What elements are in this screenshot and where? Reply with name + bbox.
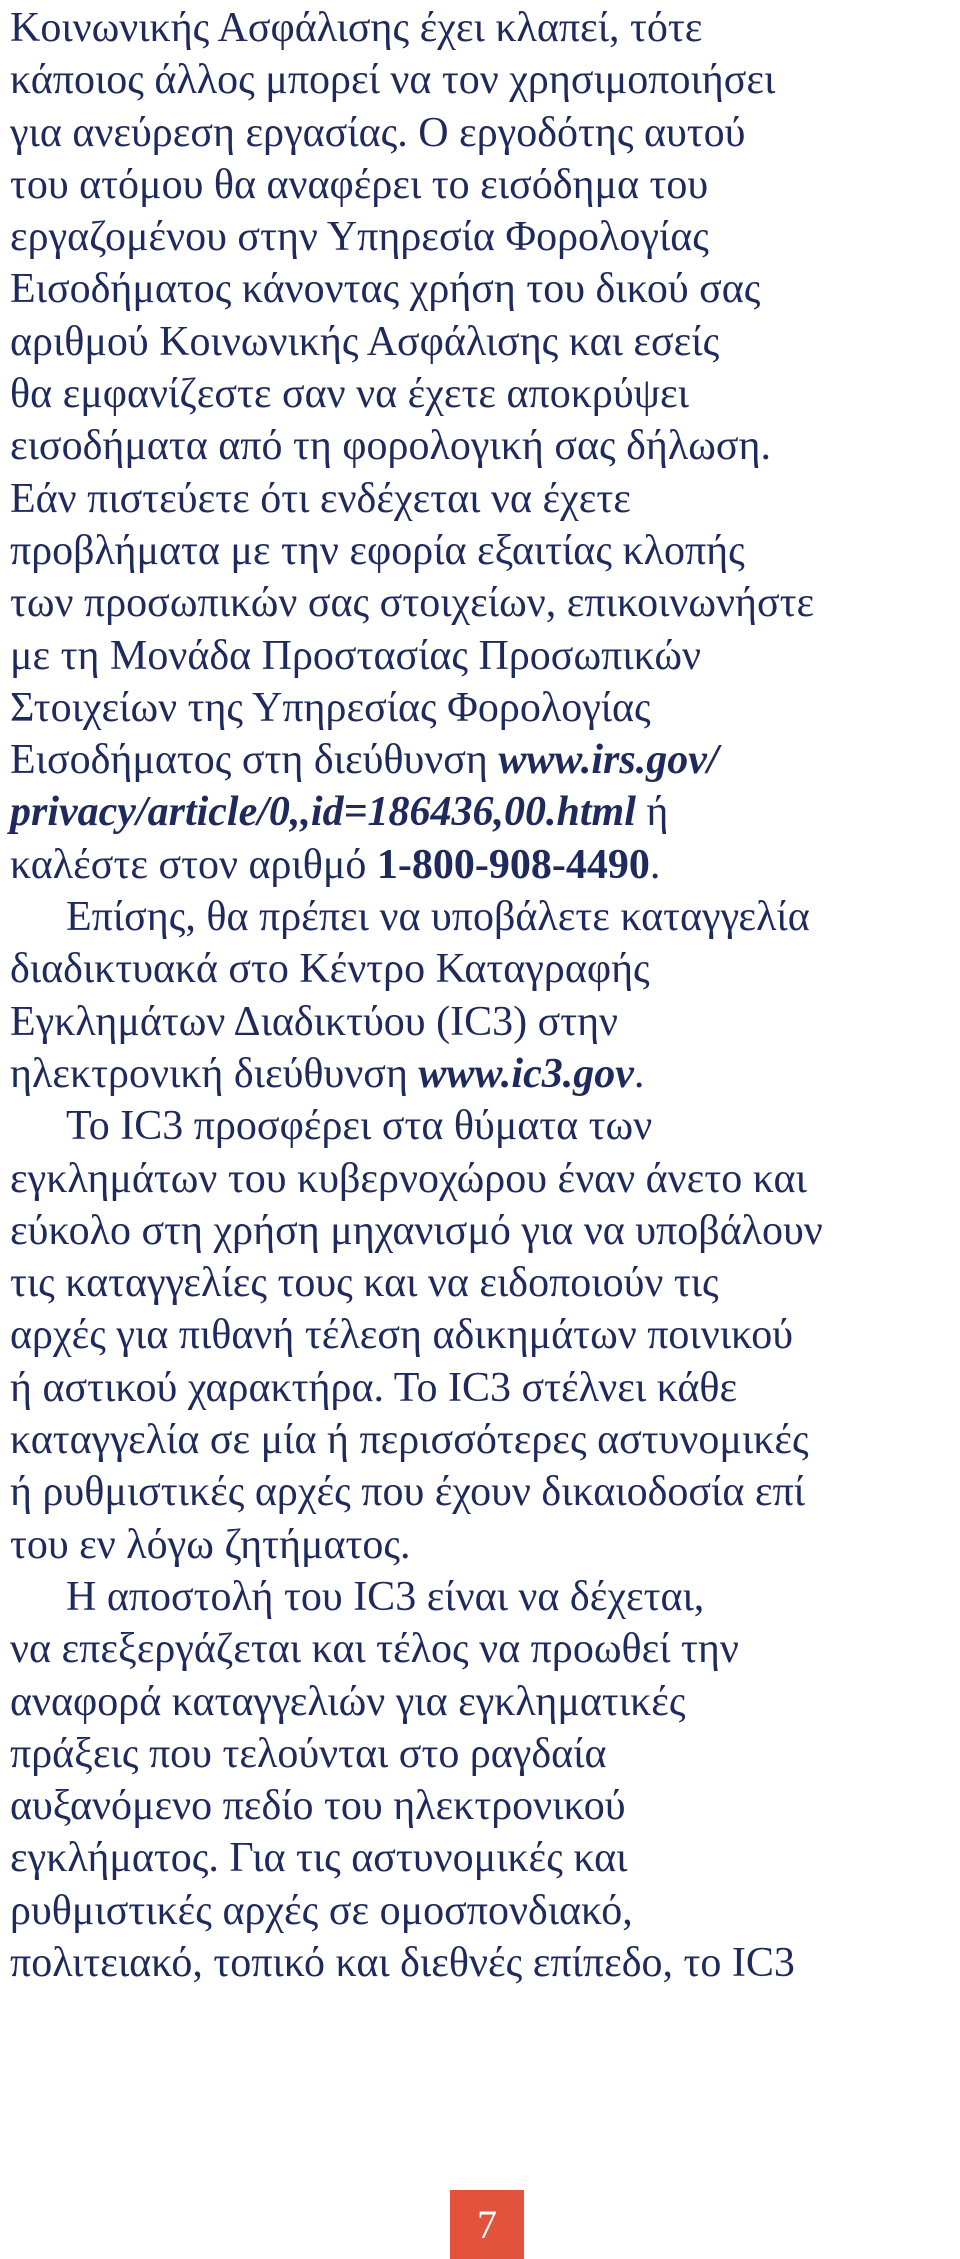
phone-number: 1-800-908-4490: [376, 841, 650, 888]
text-line: τις καταγγελίες τους και να ειδοποιούν τις: [10, 1260, 719, 1307]
text-line: αναφορά καταγγελιών για εγκληματικές: [10, 1678, 686, 1725]
text-segment: .: [649, 841, 661, 888]
text-line: Εγκλημάτων Διαδικτύου (IC3) στην: [10, 998, 619, 1045]
text-segment: καλέστε στον αριθμό: [10, 841, 377, 888]
text-line: ή αστικού χαρακτήρα. Το IC3 στέλνει κάθε: [10, 1364, 738, 1411]
text-line: [10, 734, 950, 786]
page-number-label: 7: [477, 2202, 497, 2247]
text-segment: .: [633, 1050, 645, 1097]
page-number: [450, 2190, 524, 2259]
text-line: του ατόμου θα αναφέρει το εισόδημα του: [10, 161, 709, 208]
text-line: Κοινωνικής Ασφάλισης έχει κλαπεί, τότε: [10, 5, 703, 51]
text-line: πράξεις που τελούνται στο ραγδαία: [10, 1730, 607, 1777]
text-line: των προσωπικών σας στοιχείων, επικοινωνήστε: [10, 580, 815, 627]
text-line: πολιτειακό, τοπικό και διεθνές επίπεδο, το IC3: [10, 1939, 795, 1986]
paragraph-identity-theft-employment: [10, 2, 950, 891]
text-line: του εν λόγω ζητήματος.: [10, 1521, 411, 1568]
text-line: αυξανόμενο πεδίο του ηλεκτρονικού: [10, 1783, 626, 1830]
text-line: Εάν πιστεύετε ότι ενδέχεται να έχετε: [10, 475, 631, 522]
text-line: κάποιος άλλος μπορεί να τον χρησιμοποιήσει: [10, 57, 776, 104]
text-line: Το IC3 προσφέρει στα θύματα των: [66, 1103, 653, 1150]
text-segment: ή: [635, 789, 669, 836]
text-line: εισοδήματα από τη φορολογική σας δήλωση.: [10, 423, 771, 470]
text-line: διαδικτυακά στο Κέντρο Καταγραφής: [10, 946, 650, 993]
text-line: αρχές για πιθανή τέλεση αδικημάτων ποινικού: [10, 1312, 794, 1359]
paragraph-ic3-mission: [10, 1571, 950, 1989]
paragraph-ic3-offers: [10, 1100, 950, 1571]
text-line: [10, 839, 950, 891]
text-line: εγκλημάτων του κυβερνοχώρου έναν άνετο και: [10, 1155, 807, 1202]
text-line: εύκολο στη χρήση μηχανισμό για να υποβάλουν: [10, 1207, 823, 1254]
irs-privacy-link-continued[interactable]: privacy/article/0,,id=186436,00.html: [10, 789, 636, 836]
text-segment: Εισοδήματος στη διεύθυνση: [10, 737, 499, 784]
text-line: Επίσης, θα πρέπει να υποβάλετε καταγγελία: [66, 894, 810, 941]
text-line: με τη Μονάδα Προστασίας Προσωπικών: [10, 632, 702, 679]
text-line: καταγγελία σε μία ή περισσότερες αστυνομικές: [10, 1417, 809, 1464]
text-segment: ηλεκτρονική διεύθυνση: [10, 1050, 419, 1097]
text-line: προβλήματα με την εφορία εξαιτίας κλοπής: [10, 527, 745, 574]
text-line: να επεξεργάζεται και τέλος να προωθεί την: [10, 1626, 739, 1673]
text-line: [10, 786, 950, 838]
text-line: για ανεύρεση εργασίας. Ο εργοδότης αυτού: [10, 109, 746, 156]
text-line: ή ρυθμιστικές αρχές που έχουν δικαιοδοσία επί: [10, 1469, 805, 1516]
paragraph-ic3-report: [10, 891, 950, 1100]
document-body: [10, 0, 950, 1989]
text-line: Στοιχείων της Υπηρεσίας Φορολογίας: [10, 684, 651, 731]
text-line: Εισοδήματος κάνοντας χρήση του δικού σας: [10, 266, 761, 313]
text-line: αριθμού Κοινωνικής Ασφάλισης και εσείς: [10, 318, 720, 365]
text-line: εγκλήματος. Για τις αστυνομικές και: [10, 1835, 628, 1882]
text-line: ρυθμιστικές αρχές σε ομοσπονδιακό,: [10, 1887, 633, 1934]
text-line: εργαζομένου στην Υπηρεσία Φορολογίας: [10, 214, 709, 261]
ic3-link[interactable]: www.ic3.gov: [418, 1050, 634, 1097]
text-line: θα εμφανίζεστε σαν να έχετε αποκρύψει: [10, 371, 689, 418]
text-line: [10, 1048, 950, 1100]
text-line: Η αποστολή του IC3 είναι να δέχεται,: [66, 1573, 705, 1620]
irs-privacy-link[interactable]: www.irs.gov/: [498, 737, 719, 784]
